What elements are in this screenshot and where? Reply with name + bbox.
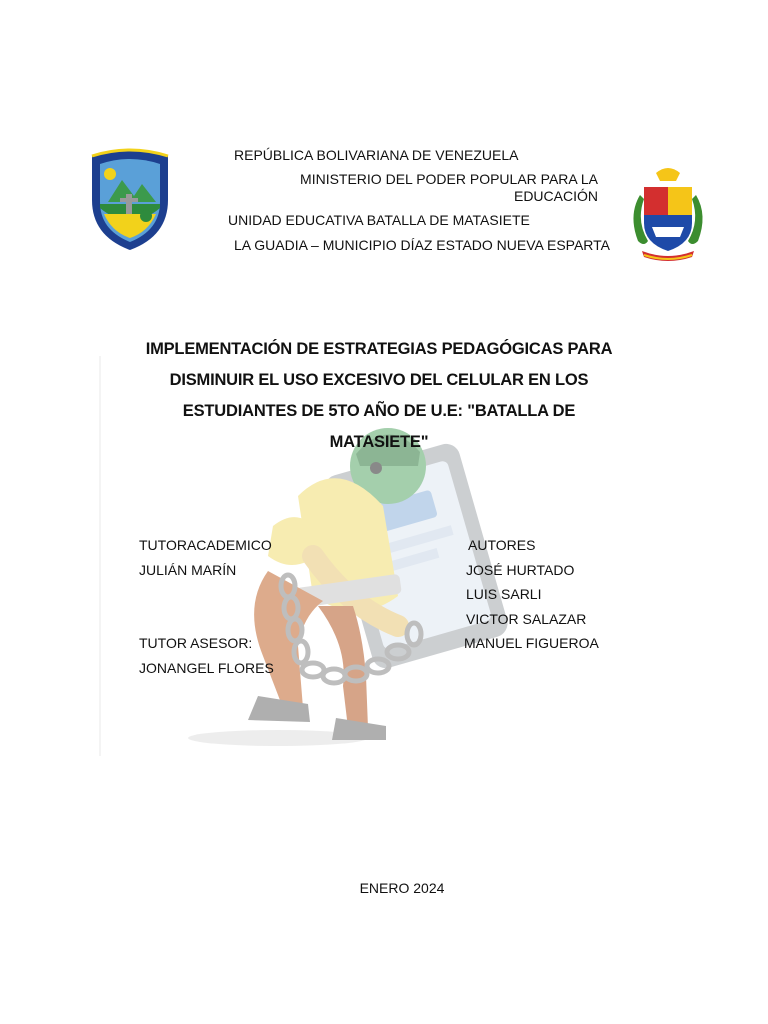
author-name: JOSÉ HURTADO	[466, 561, 575, 578]
academic-tutor-name: JULIÁN MARÍN	[139, 561, 237, 578]
author-name: VICTOR SALAZAR	[466, 610, 587, 627]
document-title: IMPLEMENTACIÓN DE ESTRATEGIAS PEDAGÓGICAS PARA DISMINUIR EL USO EXCESIVO DEL CELULAR EN LOS ESTUDIANTES DE 5TO AÑO DE U.E: "BATALLA DE MATASIETE"	[145, 340, 613, 451]
authors-block	[464, 533, 599, 656]
header-ministry: MINISTERIO DEL PODER POPULAR PARA LA EDUCACIÓN	[300, 171, 598, 204]
school-shield-logo	[86, 146, 174, 254]
authors-label: AUTORES	[468, 537, 536, 553]
author-name: LUIS SARLI	[466, 586, 542, 602]
tutors-block	[139, 533, 274, 680]
header-republic: REPÚBLICA BOLIVARIANA DE VENEZUELA	[234, 147, 519, 163]
advisor-tutor-label: TUTOR ASESOR:	[139, 635, 253, 651]
academic-tutor-label: TUTORACADEMICO	[139, 537, 272, 553]
document-date: ENERO 2024	[359, 880, 445, 896]
author-name: MANUEL FIGUEROA	[464, 635, 599, 651]
advisor-tutor-name: JONANGEL FLORES	[139, 659, 274, 676]
header-school: UNIDAD EDUCATIVA BATALLA DE MATASIETE	[228, 212, 530, 228]
header-location: LA GUADIA – MUNICIPIO DÍAZ ESTADO NUEVA ESPARTA	[234, 237, 611, 253]
venezuela-coat-of-arms	[626, 165, 710, 265]
